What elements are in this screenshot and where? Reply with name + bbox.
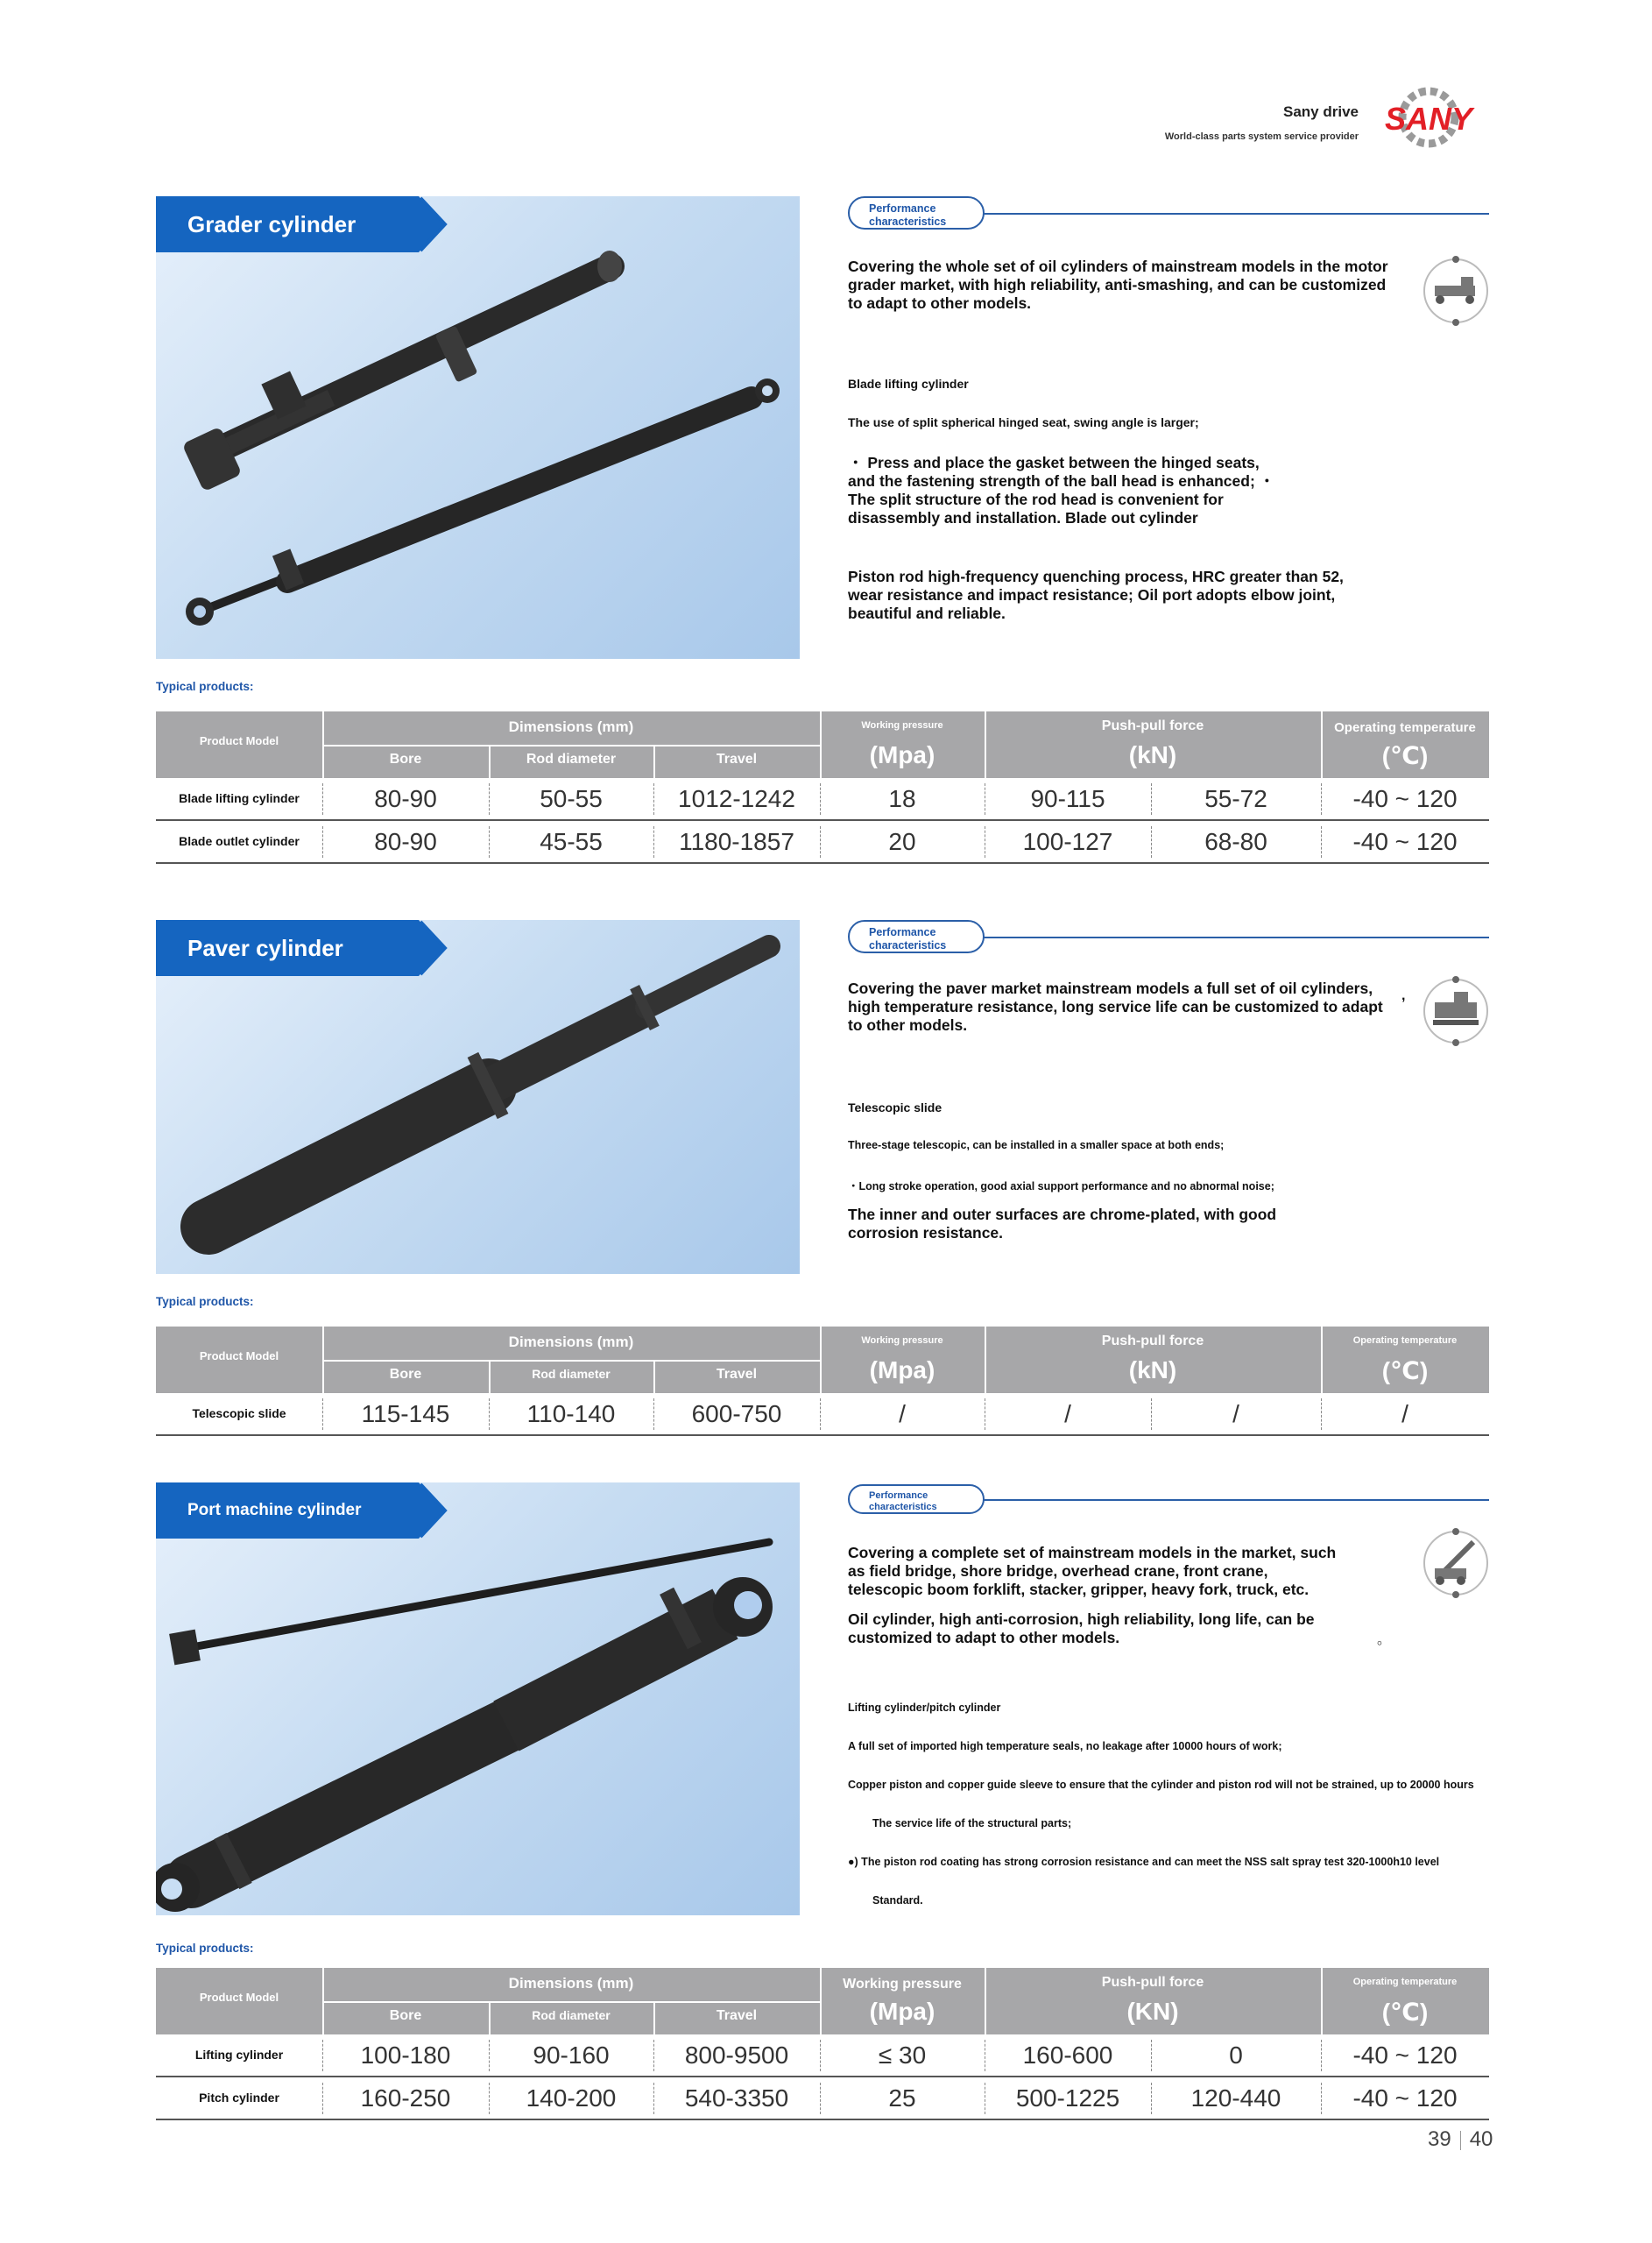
port-machine-typical-label: Typical products: bbox=[156, 1942, 254, 1955]
paver-performance-badge: Performance characteristics bbox=[848, 920, 1489, 957]
paver-point-1: Three-stage telescopic, can be installed in a smaller space at both ends; bbox=[848, 1139, 1225, 1151]
table-cell: 600-750 bbox=[691, 1400, 782, 1427]
table-cell: / bbox=[899, 1400, 906, 1427]
port-machine-cylinder-image-panel bbox=[156, 1482, 800, 1915]
brand-tagline: World-class parts system service provider bbox=[1164, 131, 1359, 142]
port-machine-intro-2: Oil cylinder, high anti-corrosion, high reliability, long life, can be customized to adapt to other models. bbox=[848, 1610, 1315, 1646]
table-cell: 110-140 bbox=[526, 1400, 616, 1427]
port-machine-point-3: ●) The piston rod coating has strong corrosion resistance and can meet the NSS salt spray test 320-1000h10 level bbox=[848, 1856, 1440, 1868]
port-machine-point-2: Copper piston and copper guide sleeve to ensure that the cylinder and piston rod will not be strained, up to 20000 hours bbox=[848, 1779, 1474, 1791]
paver-point-3: The inner and outer surfaces are chrome-plated, with good corrosion resistance. bbox=[848, 1206, 1277, 1242]
table-cell: 80-90 bbox=[374, 828, 437, 855]
grader-performance-badge: Performance characteristics bbox=[848, 196, 1489, 233]
table-cell-model: Blade lifting cylinder bbox=[179, 791, 300, 805]
table-cell: 90-115 bbox=[1030, 785, 1105, 812]
table-row bbox=[156, 2077, 1489, 2120]
table-cell: 20 bbox=[888, 828, 916, 855]
grader-title: Grader cylinder bbox=[187, 211, 357, 237]
port-machine-point-2b: The service life of the structural parts; bbox=[872, 1817, 1072, 1829]
table-cell: 80-90 bbox=[374, 785, 437, 812]
table-cell: 500-1225 bbox=[1015, 2084, 1120, 2112]
brand-name: Sany drive bbox=[1283, 103, 1359, 120]
table-cell: 1012-1242 bbox=[678, 785, 795, 812]
table-cell: 100-180 bbox=[360, 2041, 451, 2069]
table-cell: -40 ~ 120 bbox=[1352, 2084, 1458, 2112]
grader-point-1: The use of split spherical hinged seat, swing angle is larger; bbox=[848, 415, 1199, 429]
grader-cylinder-image-panel bbox=[156, 196, 800, 659]
table-cell: -40 ~ 120 bbox=[1352, 2041, 1458, 2069]
upper-cylinder-shape bbox=[182, 251, 622, 492]
table-cell: 160-600 bbox=[1022, 2041, 1113, 2069]
page-number-left: 39 bbox=[1428, 2127, 1451, 2151]
port-machine-cylinder-illustration bbox=[156, 1482, 800, 1915]
table-header: Product Model Dimensions (mm) Bore Rod diameter Travel Working pressure (Mpa) Push-pull force (KN) Operating temperature (℃) bbox=[156, 1968, 1489, 2034]
port-machine-point-1: A full set of imported high temperature seals, no leakage after 10000 hours of work; bbox=[848, 1740, 1282, 1752]
port-machine-point-3b: Standard. bbox=[872, 1894, 923, 1907]
logo-text: SANY bbox=[1384, 101, 1473, 137]
table-cell: 100-127 bbox=[1022, 828, 1113, 855]
grader-point-3: Piston rod high-frequency quenching process, HRC greater than 52, wear resistance and impact resistance; Oil port adopts elbow joint, beautiful and reliable. bbox=[848, 568, 1344, 622]
paver-intro: Covering the paver market mainstream models a full set of oil cylinders, high temperature resistance, long service life can be customized to adapt to other models. bbox=[848, 980, 1383, 1034]
paver-point-2: ・Long stroke operation, good axial support performance and no abnormal noise; bbox=[848, 1180, 1274, 1192]
port-machine-degree-mark: 。 bbox=[1377, 1632, 1392, 1647]
port-machine-icon bbox=[1419, 1526, 1493, 1600]
table-cell: 540-3350 bbox=[684, 2084, 789, 2112]
paver-comma: , bbox=[1401, 988, 1406, 1003]
paver-title: Paver cylinder bbox=[187, 935, 343, 961]
grader-cylinder-illustration bbox=[156, 196, 800, 659]
table-cell: 120-440 bbox=[1190, 2084, 1281, 2112]
table-cell: 50-55 bbox=[540, 785, 603, 812]
grader-typical-label: Typical products: bbox=[156, 680, 254, 693]
table-cell: 800-9500 bbox=[684, 2041, 789, 2069]
table-cell: 0 bbox=[1229, 2041, 1243, 2069]
table-cell: / bbox=[1401, 1400, 1408, 1427]
table-cell: 90-160 bbox=[533, 2041, 610, 2069]
port-machine-performance-badge: Performance characteristics bbox=[848, 1484, 1489, 1521]
page-number-right: 40 bbox=[1469, 2127, 1493, 2151]
port-machine-subtitle: Lifting cylinder/pitch cylinder bbox=[848, 1702, 1001, 1714]
page-numbers bbox=[1428, 2127, 1493, 2152]
table-cell: 25 bbox=[888, 2084, 916, 2112]
table-cell: 1180-1857 bbox=[679, 828, 794, 855]
table-cell: / bbox=[1232, 1400, 1239, 1427]
paver-cylinder-image-panel bbox=[156, 920, 800, 1274]
table-cell: 115-145 bbox=[361, 1400, 450, 1427]
grader-point-2: ・ Press and place the gasket between the hinged seats, and the fastening strength of the ball head is enhanced; ・ The split structure of the rod head is convenient for disassembly and installation. Blade out cylinder bbox=[848, 454, 1275, 527]
table-cell: 140-200 bbox=[526, 2084, 617, 2112]
table-cell: 45-55 bbox=[540, 828, 603, 855]
table-cell: 55-72 bbox=[1204, 785, 1267, 812]
table-cell: / bbox=[1064, 1400, 1071, 1427]
table-header: Product Model Dimensions (mm) Bore Rod diameter Travel Working pressure (Mpa) Push-pull force (kN) Operating temperature (℃) bbox=[156, 1327, 1489, 1393]
paver-machine-icon bbox=[1419, 974, 1493, 1048]
grader-machine-icon bbox=[1419, 254, 1493, 328]
table-cell-model: Pitch cylinder bbox=[199, 2091, 279, 2105]
table-header: Product Model Dimensions (mm) Bore Rod diameter Travel Working pressure (Mpa) Push-pull force (kN) Operating temperature (℃) bbox=[156, 711, 1489, 778]
table-row bbox=[156, 821, 1489, 864]
paver-subtitle: Telescopic slide bbox=[848, 1100, 942, 1114]
table-row bbox=[156, 1393, 1489, 1436]
table-cell: -40 ~ 120 bbox=[1352, 828, 1458, 855]
sany-logo bbox=[1363, 81, 1494, 151]
grader-intro: Covering the whole set of oil cylinders of mainstream models in the motor grader market, with high reliability, anti-smashing, and can be customized to adapt to other models. bbox=[848, 258, 1388, 312]
table-cell-model: Telescopic slide bbox=[192, 1406, 286, 1420]
table-cell: 18 bbox=[888, 785, 916, 812]
table-cell: 160-250 bbox=[360, 2084, 451, 2112]
port-machine-intro: Covering a complete set of mainstream models in the market, such as field bridge, shore bridge, overhead crane, front crane, telescopic boom forklift, stacker, gripper, heavy fork, truck, etc. bbox=[848, 1544, 1337, 1598]
grader-subtitle: Blade lifting cylinder bbox=[848, 377, 969, 391]
table-cell: ≤ 30 bbox=[878, 2041, 927, 2069]
table-cell-model: Blade outlet cylinder bbox=[179, 834, 300, 848]
table-row bbox=[156, 778, 1489, 821]
port-machine-title: Port machine cylinder bbox=[187, 1501, 362, 1519]
table-cell-model: Lifting cylinder bbox=[194, 2048, 284, 2062]
paver-typical-label: Typical products: bbox=[156, 1295, 254, 1308]
table-row bbox=[156, 2034, 1489, 2077]
table-cell: 68-80 bbox=[1204, 828, 1267, 855]
table-cell: -40 ~ 120 bbox=[1352, 785, 1458, 812]
